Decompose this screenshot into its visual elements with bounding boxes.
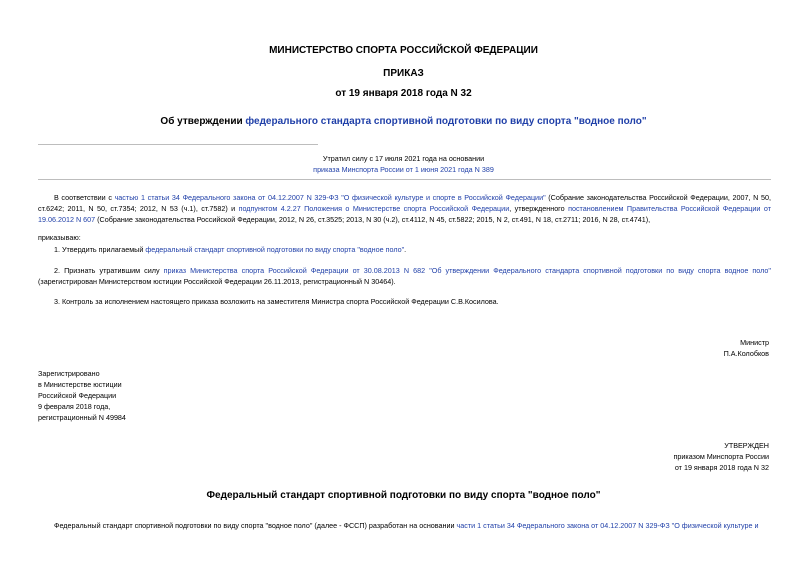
resolution-link[interactable]: постановлением Правительства Российской Федерации от 19.06.2012 N 607 — [38, 204, 771, 224]
standard-intro — [38, 520, 771, 531]
approval-line: от 19 января 2018 года N 32 — [674, 463, 769, 472]
item-3: 3. Контроль за исполнением настоящего приказа возложить на заместителя Министра спорта Российской Федерации С.В.Косилова. — [54, 297, 499, 306]
registration-line: 9 февраля 2018 года, — [38, 402, 111, 411]
doc-type-heading: ПРИКАЗ — [383, 68, 424, 79]
signature-name: П.А.Колобков — [723, 349, 769, 358]
registration-line: в Министерстве юстиции — [38, 380, 122, 389]
item-2 — [38, 265, 771, 287]
preamble-text-1: В соответствии с — [54, 193, 115, 202]
law-link[interactable]: частью 1 статьи 34 Федерального закона от 04.12.2007 N 329-ФЗ "О физической культуре и спорте в Российской Федерации" — [114, 193, 546, 202]
approval-line: приказом Минспорта России — [673, 452, 769, 461]
registration-line: Зарегистрировано — [38, 369, 100, 378]
approval-line: УТВЕРЖДЕН — [724, 441, 769, 450]
item-1-end: . — [404, 245, 407, 254]
repealed-order-link[interactable]: приказ Министерства спорта Российской Федерации от 30.08.2013 N 682 "Об утверждении Федерального стандарта спортивной подготовки по виду спорта водное поло" — [163, 266, 771, 275]
title-link[interactable]: федерального стандарта спортивной подготовки по виду спорта "водное поло" — [245, 116, 647, 127]
registration-line: регистрационный N 49984 — [38, 413, 126, 422]
standard-law-link[interactable]: части 1 статьи 34 Федерального закона от 04.12.2007 N 329-ФЗ "О физической культуре и — [456, 521, 759, 530]
title-prefix: Об утверждении — [160, 116, 246, 127]
regulation-link[interactable]: подпунктом 4.2.27 Положения о Министерстве спорта Российской Федерации — [238, 204, 510, 213]
signature-position: Министр — [740, 338, 769, 347]
standard-link[interactable]: федеральный стандарт спортивной подготовки по виду спорта "водное поло" — [145, 245, 405, 254]
item-2-text: 2. Признать утратившим силу — [54, 266, 164, 275]
document-title — [0, 116, 807, 128]
ministry-heading: МИНИСТЕРСТВО СПОРТА РОССИЙСКОЙ ФЕДЕРАЦИИ — [269, 45, 538, 56]
signature-block — [724, 337, 769, 359]
status-link[interactable]: приказа Минспорта России от 1 июня 2021 года N 389 — [313, 165, 494, 174]
standard-intro-text: Федеральный стандарт спортивной подготовки по виду спорта "водное поло" (далее - ФССП) разработан на основании — [54, 521, 457, 530]
item-1 — [38, 244, 771, 255]
preamble-text-4: (Собрание законодательства Российской Федерации, 2012, N 26, ст.3525; 2013, N 30 (ч.2), ст.4112, N 45, ст.5822; 2015, N 2, ст.491, N 18, ст.2711; 2016, N 28, ст.4741), — [95, 215, 651, 224]
approval-block — [674, 440, 769, 473]
status-line: Утратил силу с 17 июля 2021 года на основании — [322, 154, 485, 163]
item-2-end: (зарегистрирован Министерством юстиции Российской Федерации 26.11.2013, регистрационный N 30464). — [38, 277, 396, 286]
preamble-text-3: , утвержденного — [509, 204, 569, 213]
preamble-text-2: (Собрание законодательства Российской Федерации, 2007, N 50, ст.6242; 2011, N 50, ст.7354; 2012, N 53 (ч.1), ст.7582) и — [38, 193, 771, 213]
registration-line: Российской Федерации — [38, 391, 117, 400]
order-word: приказываю: — [38, 233, 81, 242]
preamble-paragraph — [38, 192, 771, 225]
registration-block — [38, 368, 126, 423]
doc-date-heading: от 19 января 2018 года N 32 — [335, 88, 472, 99]
status-top-rule — [38, 144, 318, 145]
status-bottom-rule — [38, 179, 771, 180]
item-1-text: 1. Утвердить прилагаемый — [54, 245, 146, 254]
standard-heading: Федеральный стандарт спортивной подготовки по виду спорта "водное поло" — [206, 490, 601, 501]
